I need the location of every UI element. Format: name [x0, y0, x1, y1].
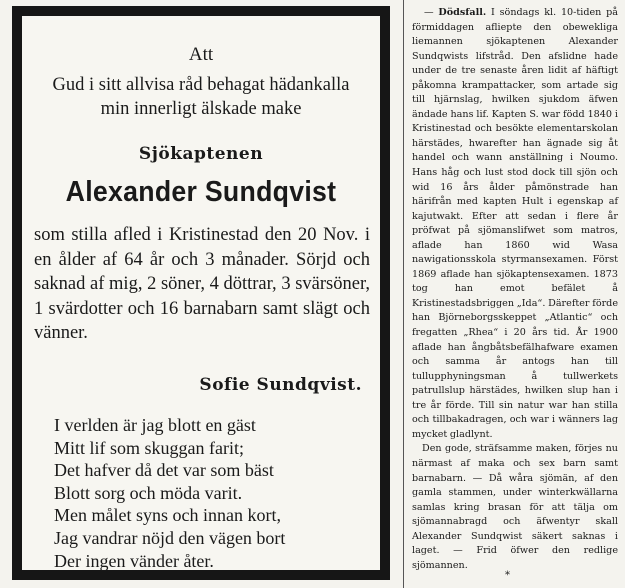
notice-intro-line: Gud i sitt allvisa råd behagat hädankalla — [52, 75, 350, 95]
news-headline: Dödsfall. — [438, 7, 487, 18]
notice-signature: Sofie Sundqvist. — [199, 375, 362, 395]
death-notice — [12, 6, 390, 580]
notice-intro-line: min innerligt älskade make — [100, 99, 302, 119]
deceased-name: Alexander Sundqvist — [65, 176, 337, 208]
news-lead-dash: — — [424, 7, 439, 18]
news-column — [412, 6, 618, 573]
verse-line: Det hafver då det var som bäst — [54, 460, 274, 481]
notice-att: Att — [188, 44, 214, 65]
news-article — [412, 6, 618, 442]
end-mark: * — [505, 570, 510, 581]
verse-line: Der ingen vänder åter. — [54, 550, 214, 571]
verse-line: I verlden är jag blott en gäst — [54, 415, 256, 435]
notice-body: som stilla afled i Kristinestad den 20 Nov. i en ålder af 64 år och 3 månader. Sörjd och saknad af mig, 2 söner, 4 döttrar, 3 svärsöner, 1 svärdotter och 16 barnabarn samt slägt och vänner. — [34, 225, 370, 344]
verse-line: Blott sorg och möda varit. — [54, 482, 243, 503]
verse-line: Men målet syns och innan kort, — [54, 505, 281, 526]
news-paragraph-2: Den gode, sträfsamme maken, förjes nu närmast af maka och sex barn samt barnabarn. — Då wåra sjömän, af den gamla stammen, under winterkwällarna samlas kring brasan för att tälja om sjömannabragd och äfwentyr skall Alexander Sundqwist säkert saknas i laget. — Frid öfwer den redlige sjömannen. — [412, 443, 618, 571]
notice-rank: Sjökaptenen — [138, 144, 264, 164]
verse-line: Jag vandrar nöjd den vägen bort — [54, 527, 286, 548]
column-rule — [403, 0, 404, 588]
verse-line: Mitt lif som skuggan farit; — [54, 437, 244, 458]
news-paragraph-1: I söndags kl. 10-tiden på förmiddagen afliepte den obewekliga liemannen sjökaptenen Alexander Sundqwists lifstråd. Den afslidne hade under de tre senaste åren lidit af häftigt påkomna krampattacker, som artade sig till hjärnslag, hwilken sjukdom äfwen ändade hans lif. Kapten S. war född 1840 i Kristinestad och besökte elementarskolan härstädes, hwarefter han ägnade sig åt handel och wann anställning i Noumo. Hans håg och lust stod dock till sjön och wid 16 års ålder påmönstrade han härifrån med kapten Hult i egenskap af kajutwakt. Efter att sedan i flere år pröfwat på sjömanslifwet som matros, aflade han 1860 wid Wasa nawigationsskola styrmansexamen. Först 1869 aflade han sjökaptensexamen. 1873 tog han emot befälet å Kristinestadsbriggen „Ida“. Därefter förde han Björneborgsskeppet „Atlantic“ och fregatten „Rhea“ i 20 års tid. År 1900 aflade han ångbåtsbefälhafware examen och samma år antogs han till tullupphyningsman å tullwerkets patrullslup härstädes, hwilken slup han i tre år förde. Till sin natur war han stilla och tillbakadragen, och war i wänners lag mycket gladlynt. — [412, 7, 618, 440]
notice-intro — [32, 73, 370, 121]
death-notice-content — [32, 16, 370, 570]
memorial-verse — [54, 414, 285, 572]
